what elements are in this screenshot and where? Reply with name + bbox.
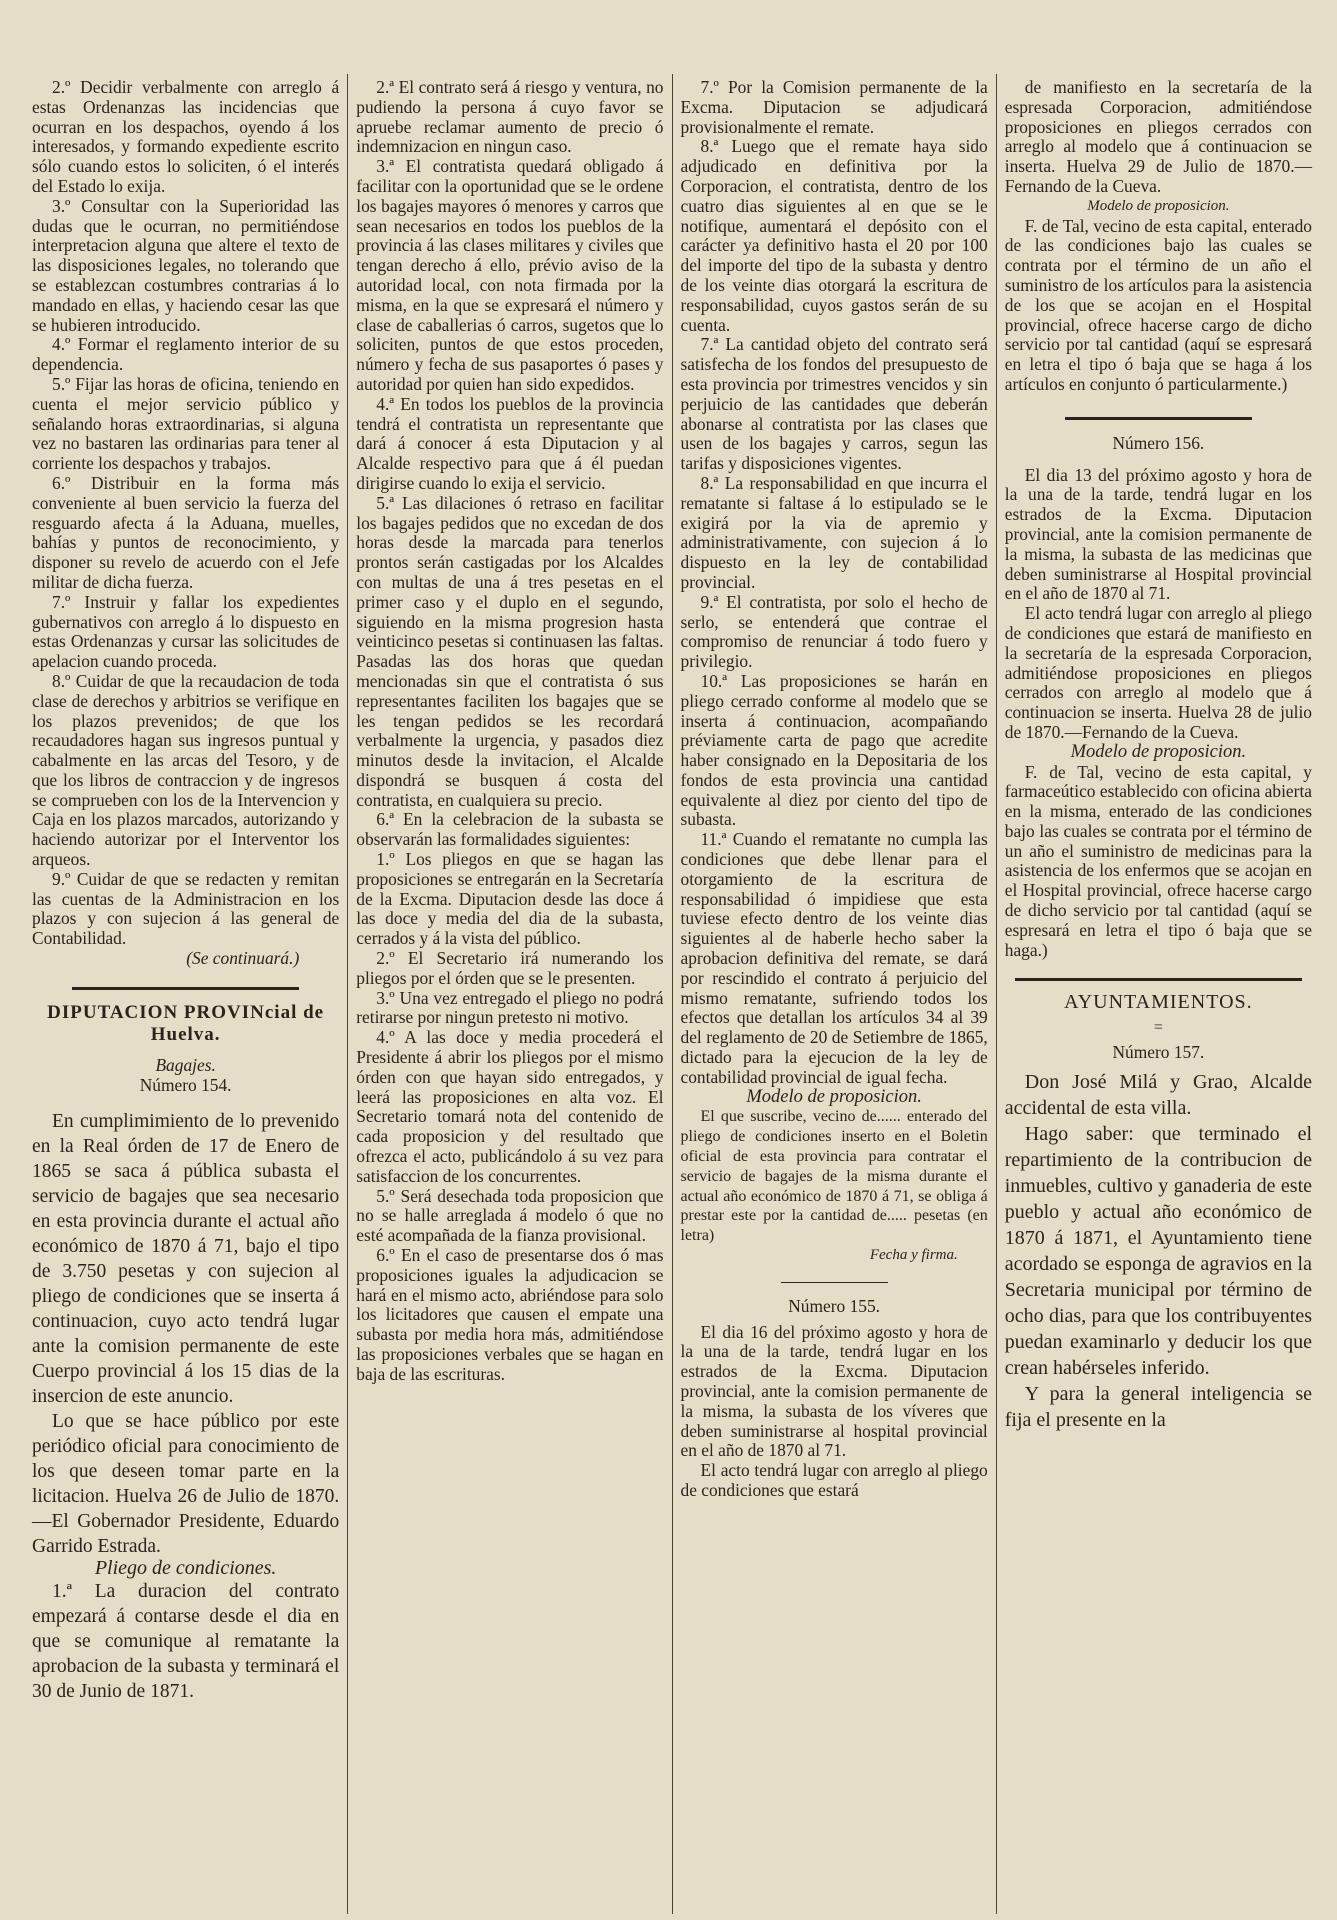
article-paragraph: El acto tendrá lugar con arreglo al pliego de condiciones que estará de manifiesto en la secretaría de la espresada Corporacion, admitiéndose proposiciones en pliegos cerrados con arreglo al modelo que á continuacion se inserta. Huelva 28 de julio de 1870.—Fernando de la Cueva. <box>1004 603 1312 742</box>
section-heading: AYUNTAMIENTOS. <box>1064 991 1253 1014</box>
article-paragraph: 1.º Los pliegos en que se hagan las proposiciones se entregarán en la Secretaría de la Excma. Diputacion desde las doce á las doce y media del dia de la subasta, cerrados y á la vista del público. <box>356 849 664 949</box>
modelo-title: Modelo de proposicion. <box>1087 197 1230 214</box>
notice-number: Número 155. <box>788 1295 881 1316</box>
article-paragraph: 7.ª La cantidad objeto del contrato será satisfecha de los fondos del presupuesto de esta provincia por trimestres vencidos y sin perjuicio de las cantidades que deberán abonarse al contratista por las clases que usen de los bagajes y carros, segun las tarifas y disposiciones vigentes. <box>680 334 988 474</box>
article-paragraph: 3.º Consultar con la Superioridad las dudas que le ocurran, no permitiéndose interpretacion alguna que altere el texto de las disposiciones legales, no tolerando que se establezcan costumbres contrarias á lo mandado en ellas, y haciendo cesar las que se hubieren introducido. <box>32 195 340 335</box>
article-paragraph: 7.º Instruir y fallar los expedientes gubernativos con arreglo á lo dispuesto en estas Ordenanzas y cursar las solicitudes de apelacion cuando proceda. <box>32 591 340 672</box>
modelo-paragraph: F. de Tal, vecino de esta capital, y farmaceútico establecido con oficina abierta en la misma, enterado de las condiciones bajo las cuales se contrata por el término de un año el suministro de medicinas para la asistencia de los enfermos que se acojan en el Hospital provincial, ofrece hacerse cargo de dicho servicio por tal cantidad (aquí se espresará en letra el tipo ó baja que se haga.) <box>1004 761 1312 960</box>
article-paragraph: 4.º Formar el reglamento interior de su dependencia. <box>32 334 340 375</box>
section-heading: DIPUTACION PROVINcial de Huelva. <box>47 1001 325 1045</box>
article-paragraph: 8.ª Luego que el remate haya sido adjudicado en definitiva por la Corporacion, el contratista, dentro de los cuatro dias siguientes al en que se le notifique, aumentará el depósito con el carácter ya definitivo hasta el 20 por 100 del importe del tipo de la subasta y dentro de los veinte dias otorgará la escritura de responsabilidad, cuyos gastos serán de su cuenta. <box>680 136 988 335</box>
section-rule <box>1015 978 1302 981</box>
article-paragraph: Don José Milá y Grao, Alcalde accidental de esta villa. <box>1004 1071 1312 1120</box>
article-paragraph: 11.ª Cuando el rematante no cumpla las condiciones que debe llenar para el otorgamiento de la escritura de responsabilidad ó impidiese que esta tuviese efecto dentro de los veinte dias siguientes al de haberle hecho saber la aprobacion definitiva del remate, se dará por rescindido el contrato á perjuicio del mismo rematante, sufriendo todos los efectos que detallan los artículos 34 al 39 del reglamento de 20 de Setiembre de 1865, dictado para la ejecucion de la ley de contabilidad provincial de igual fecha. <box>680 829 988 1087</box>
article-paragraph: 1.ª La duracion del contrato empezará á contarse desde el dia en que se comunique al rematante la aprobacion de la subasta y terminará el 30 de Junio de 1871. <box>32 1581 340 1703</box>
article-paragraph: 2.º Decidir verbalmente con arreglo á estas Ordenanzas las incidencias que ocurran en los despachos, oyendo á los interesados, y formando expediente escrito sólo cuando estos lo soliciten, ó el interés del Estado lo exija. <box>32 78 340 196</box>
signature-line: Fecha y firma. <box>869 1247 958 1264</box>
article-paragraph: 5.º Será desechada toda proposicion que no se halle arreglada á modelo ó que no esté acompañada de la fianza provisional. <box>356 1185 664 1246</box>
article-paragraph: Lo que se hace público por este periódico oficial para conocimiento de los que deseen tomar parte en la licitacion. Huelva 26 de Julio de 1870.—El Gobernador Presidente, Eduardo Garrido Estrada. <box>32 1411 340 1558</box>
notice-number: Número 154. <box>139 1074 232 1095</box>
article-paragraph: 8.ª La responsabilidad en que incurra el rematante si faltase á lo estipulado se le exigirá por la via de apremio y administrativamente, con sujecion á lo dispuesto en la ley de contabilidad provincial. <box>680 472 988 592</box>
section-rule <box>781 1282 888 1283</box>
article-paragraph: 9.ª El contratista, por solo el hecho de serlo, se entenderá que contrae el compromiso de renunciar á todo fuero y privilegio. <box>680 591 988 672</box>
article-paragraph: 5.º Fijar las horas de oficina, teniendo en cuenta el mejor servicio público y señalando horas extraordinarias, si alguna vez no bastaren las ordinarias para tener al corriente los despachos y trabajos. <box>32 373 340 474</box>
article-paragraph: 6.ª En la celebracion de la subasta se observarán las formalidades siguientes: <box>356 809 664 850</box>
continued-note: (Se continuará.) <box>186 948 300 969</box>
section-rule <box>72 987 299 990</box>
column-1 <box>24 78 347 1914</box>
article-paragraph: El dia 13 del próximo agosto y hora de la una de la tarde, tendrá lugar en los estrados de la Excma. Diputacion provincial, ante la comision permanente de la misma, la subasta de las medicinas que deben suministrarse al Hospital provincial en el año de 1870 al 71. <box>1004 464 1312 604</box>
article-paragraph: 10.ª Las proposiciones se harán en pliego cerrado conforme al modelo que se inserta á continuacion, acompañando préviamente carta de pago que acredite haber consignado en la Depositaria de los fondos de esta provincia una cantidad equivalente al diez por ciento del tipo de subasta. <box>680 670 988 830</box>
pliego-title: Pliego de condiciones. <box>94 1557 277 1580</box>
newspaper-page <box>24 78 1320 1914</box>
article-paragraph: 8.º Cuidar de que la recaudacion de toda clase de derechos y arbitrios se verifique en los plazos prevenidos; de que los recaudadores hagan sus ingresos puntual y cabalmente en las arcas del Tesoro, y de que los libros de contraccion y de ingresos se comprueben con los de la Intervencion y Caja en los plazos marcados, autorizando y haciendo autorizar por el Interventor los arqueos. <box>32 670 340 870</box>
modelo-title: Modelo de proposicion. <box>1070 741 1247 762</box>
modelo-paragraph: El que suscribe, vecino de...... enterado del pliego de condiciones inserto en el Boletin oficial de esta provincia para contratar el servicio de bagajes de la misma durante el actual año económico de 1870 á 71, se obliga á prestar este por la cantidad de..... pesetas (en letra) <box>680 1108 988 1245</box>
article-paragraph: 2.ª El contrato será á riesgo y ventura, no pudiendo la persona á cuyo favor se apruebe reclamar aumento de precio ó indemnizacion en ningun caso. <box>356 78 664 157</box>
article-paragraph: 3.ª El contratista quedará obligado á facilitar con la oportunidad que se le ordene los bagajes mayores ó menores y carros que sean necesarios en todos los pueblos de la provincia á las clases militares y civiles que tengan derecho á ello, prévio aviso de la autoridad local, con nota firmada por la misma, en la que se expresará el número y clase de caballerias ó carros, sugetos que lo soliciten, puntos de que estos proceden, número y fecha de sus pasaportes ó pases y autoridad por quien han sido expedidos. <box>356 156 664 394</box>
column-4 <box>997 78 1320 1914</box>
article-paragraph: En cumplimimiento de lo prevenido en la Real órden de 17 de Enero de 1865 se saca á pública subasta el servicio de bagajes que sea necesario en esta provincia durante el actual año económico de 1870 á 71, bajo el tipo de 3.750 pesetas y con sujecion al pliego de condiciones que se inserta á continuacion, cuyo acto tendrá lugar ante la comision permanente de este Cuerpo provincial á los 15 dias de la insercion de este anuncio. <box>32 1111 340 1408</box>
heading-ornament: = <box>1153 1019 1163 1037</box>
section-subtitle: Bagajes. <box>155 1054 216 1075</box>
column-3 <box>673 78 996 1914</box>
article-paragraph: 4.ª En todos los pueblos de la provincia tendrá el contratista un representante que dará á conocer á esta Diputacion y al Alcalde respectivo para que á él puedan dirigirse cuando lo exija el servicio. <box>356 393 664 493</box>
article-paragraph: El dia 16 del próximo agosto y hora de la una de la tarde, tendrá lugar en los estrados de la Excma. Diputacion provincial, ante la comision permanente de la misma, la subasta de los víveres que deben suministrarse al hospital provincial en el año de 1870 al 71. <box>680 1321 988 1461</box>
modelo-title: Modelo de proposicion. <box>746 1086 922 1107</box>
article-paragraph: 6.º En el caso de presentarse dos ó mas proposiciones iguales la adjudicacion se hará en el mismo acto, abriéndose para solo los licitadores que causen el empate una subasta por media hora más, admitiéndose las proposiciones verbales que se hagan en baja de las escrituras. <box>356 1245 664 1384</box>
article-paragraph: 7.º Por la Comision permanente de la Excma. Diputacion se adjudicará provisionalmente el remate. <box>680 78 988 137</box>
article-paragraph: 4.º A las doce y media procederá el Presidente á abrir los pliegos por el mismo órden con que hayan sido entregados, y leerá las proposiciones en alta voz. El Secretario tomará nota del contenido de cada proposicion y del resultado que ofrezca el acto, publicándolo á su vez para satisfaccion de los concurrentes. <box>356 1027 664 1186</box>
modelo-paragraph: F. de Tal, vecino de esta capital, enterado de las condiciones bajo las cuales se contrata por el término de un año el suministro de los artículos para la asistencia de los que se acojan en el Hospital provincial, ofrece hacerse cargo de dicho servicio por tal cantidad (aquí se espresará en letra el tipo ó baja que se haga á los artículos en conjunto ó particularmente.) <box>1004 215 1312 394</box>
article-paragraph: Hago saber: que terminado el repartimiento de la contribucion de inmuebles, cultivo y ganaderia de este pueblo y actual año económico de 1870 á 1871, el Ayuntamiento tiene acordado se esponga de agravios en la Secretaria municipal por término de ocho dias, para que los contribuyentes puedan examinarlo y deducir los que crean habérseles inferido. <box>1004 1123 1312 1380</box>
article-paragraph: El acto tendrá lugar con arreglo al pliego de condiciones que estará <box>680 1460 988 1500</box>
column-2 <box>348 78 671 1914</box>
section-rule <box>1065 417 1252 420</box>
article-paragraph: 9.º Cuidar de que se redacten y remitan las cuentas de la Administracion en los plazos y con sujecion á las general de Contabilidad. <box>32 868 340 949</box>
notice-number: Número 157. <box>1112 1042 1205 1063</box>
article-paragraph: 2.º El Secretario irá numerando los pliegos por el órden que se le presenten. <box>356 948 664 988</box>
notice-number: Número 156. <box>1112 432 1205 453</box>
article-paragraph: 3.º Una vez entregado el pliego no podrá retirarse por ningun pretesto ni motivo. <box>356 987 664 1028</box>
article-paragraph: 6.º Distribuir en la forma más conveniente al buen servicio la fuerza del resguardo afecta á la Aduana, muelles, bahías y puntos de reconocimiento, y disponer su revelo de acuerdo con el Jefe militar de dicha fuerza. <box>32 472 340 592</box>
article-paragraph: Y para la general inteligencia se fija el presente en la <box>1004 1383 1312 1432</box>
article-paragraph: de manifiesto en la secretaría de la espresada Corporacion, admitiéndose proposiciones en pliegos cerrados con arreglo al modelo que á continuacion se inserta. Huelva 29 de Julio de 1870.—Fernando de la Cueva. <box>1004 78 1312 196</box>
article-paragraph: 5.ª Las dilaciones ó retraso en facilitar los bagajes pedidos que no excedan de dos horas desde la marcada para tenerlos prontos serán castigadas por los Alcaldes con multas de una á tres pesetas en el primer caso y el duplo en el segundo, siguiendo en la misma progresion hasta veinticinco pesetas si continuasen las faltas. Pasadas las dos horas que quedan mencionadas sin que el contratista ó sus representantes faciliten los bagajes que se les tengan pedidos se les recordará verbalmente la urgencia, y pasados diez minutos desde la invitacion, el Alcalde dispondrá se busquen á costa del contratista, en cualquiera su precio. <box>356 492 664 810</box>
